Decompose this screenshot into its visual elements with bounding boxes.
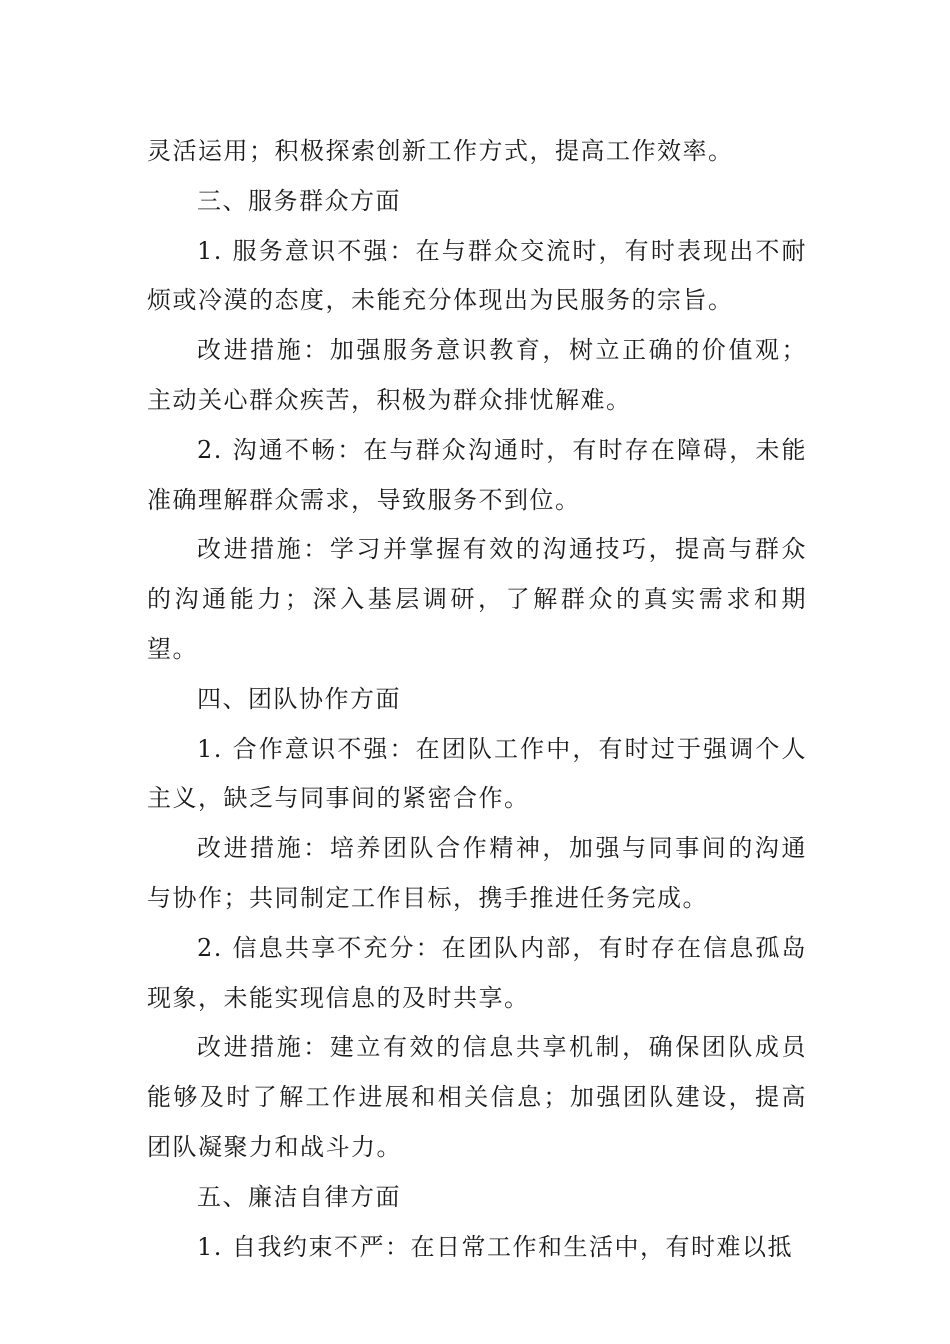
paragraph-issue: 1. 合作意识不强：在团队工作中，有时过于强调个人主义，缺乏与同事间的紧密合作。	[147, 734, 807, 813]
document-body	[147, 127, 807, 1272]
paragraph-measure: 改进措施：加强服务意识教育，树立正确的价值观；主动关心群众疾苦，积极为群众排忧解难。	[147, 336, 807, 414]
paragraph-issue: 1. 自我约束不严：在日常工作和生活中，有时难以抵	[197, 1232, 794, 1261]
paragraph-measure: 改进措施：建立有效的信息共享机制，确保团队成员能够及时了解工作进展和相关信息；加强团队建设，提高团队凝聚力和战斗力。	[147, 1033, 807, 1161]
paragraph-issue: 2. 沟通不畅：在与群众沟通时，有时存在障碍，未能准确理解群众需求，导致服务不到位。	[147, 435, 807, 514]
paragraph-measure: 改进措施：培养团队合作精神，加强与同事间的沟通与协作；共同制定工作目标，携手推进任务完成。	[147, 834, 807, 912]
section-heading-integrity: 五、廉洁自律方面	[197, 1182, 401, 1211]
section-heading-teamwork: 四、团队协作方面	[197, 684, 401, 713]
paragraph-issue: 1. 服务意识不强：在与群众交流时，有时表现出不耐烦或冷漠的态度，未能充分体现出为民服务的宗旨。	[147, 236, 807, 315]
paragraph-issue: 2. 信息共享不充分：在团队内部，有时存在信息孤岛现象，未能实现信息的及时共享。	[147, 933, 807, 1012]
paragraph-measure: 改进措施：学习并掌握有效的沟通技巧，提高与群众的沟通能力；深入基层调研，了解群众的真实需求和期望。	[147, 535, 807, 663]
paragraph-continuation: 灵活运用；积极探索创新工作方式，提高工作效率。	[147, 137, 734, 165]
section-heading-serving-public: 三、服务群众方面	[197, 186, 401, 215]
